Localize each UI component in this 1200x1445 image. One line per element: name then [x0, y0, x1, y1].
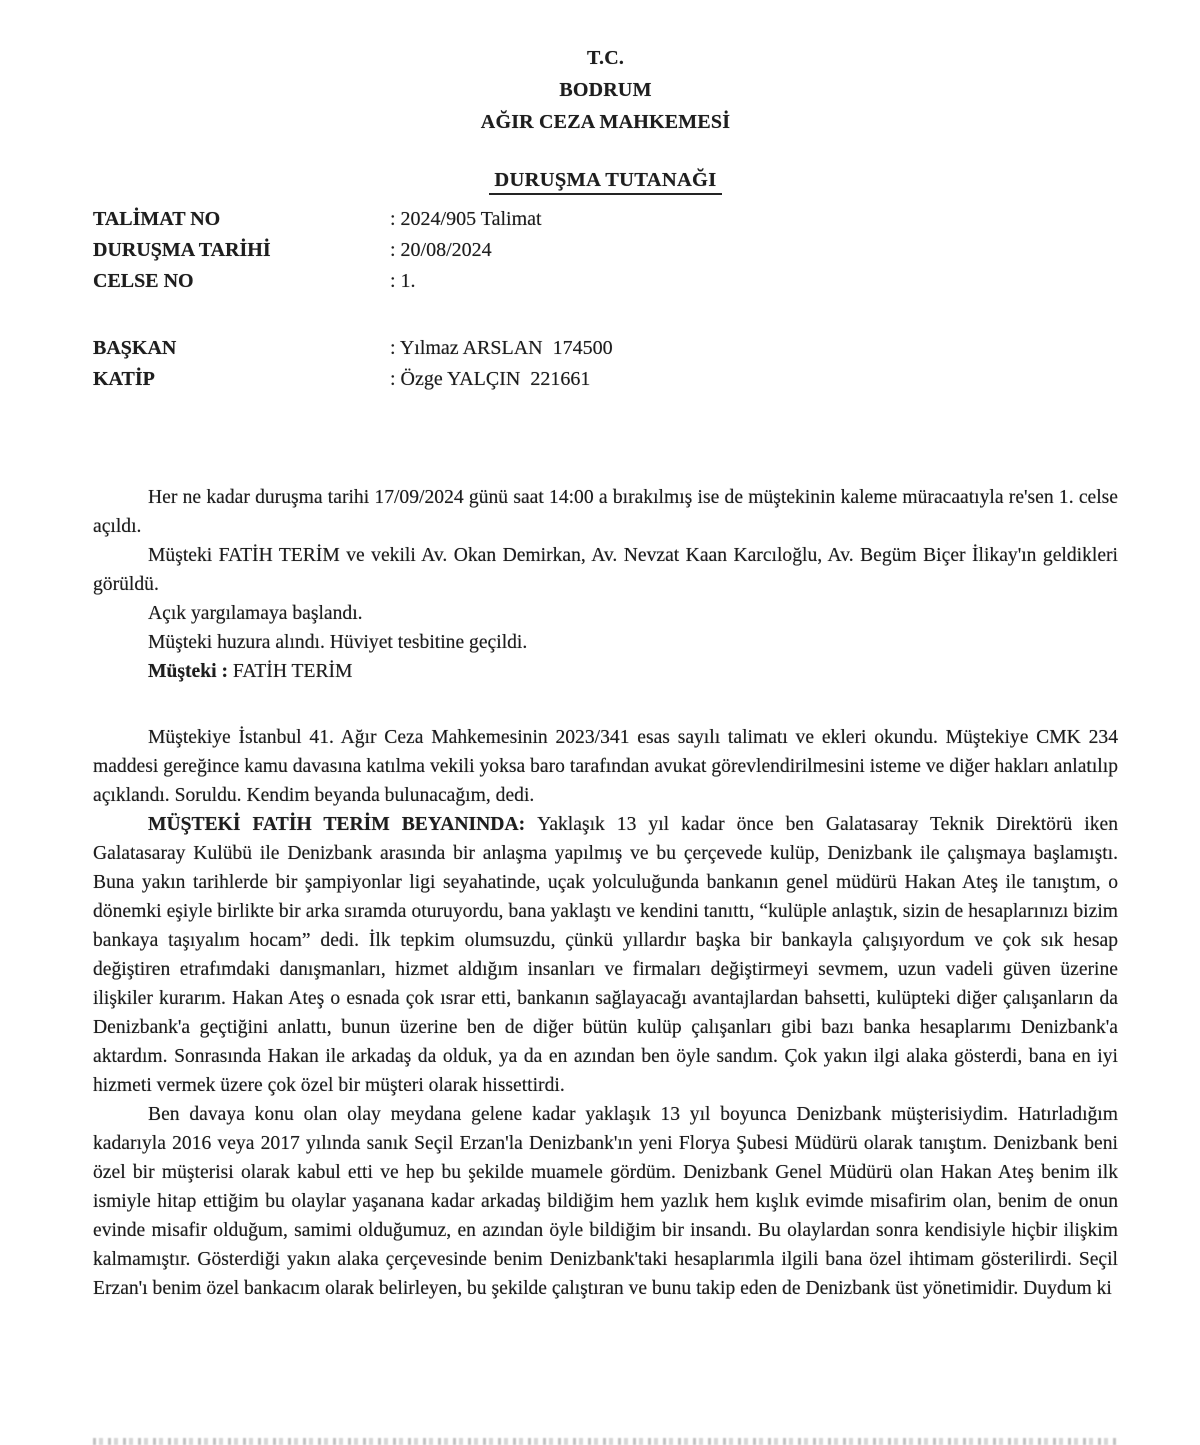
- paragraph-text: Yaklaşık 13 yıl kadar önce ben Galatasaray Teknik Direktörü iken Galatasaray Kulübü ile Denizbank arasında bir anlaşma yapılmış ve bu çerçevede kulüp, Denizbank ile çalışmaya başlamıştı. Buna yakın tarihlerde bir şampiyonlar ligi seyahatinde, uçak yolculuğunda bankanın genel müdürü Hakan Ateş ile tanıştım, o dönemki eşiyle birlikte bir arka sıramda oturuyordu, bana yaklaştı ve kendini tanıttı, “kulüple anlaştık, sizin de hesaplarınızı bizim bankaya taşıyalım hocam” dedi. İlk tepkim olumsuzdu, çünkü yıllardır başka bir bankayla çalışıyordum ve çok sık hesap değiştiren etrafımdaki danışmanları, hizmet aldığım insanları ve firmaları değiştirmeyi sevmem, uzun vadeli güven üzerine ilişkiler kurarım. Hakan Ateş o esnada çok ısrar etti, bankanın sağlayacağı avantajlardan bahsetti, kulüpteki diğer çalışanların da Denizbank'a geçtiğini anlattı, bunun üzerine ben de diğer bütün kulüp çalışanları gibi bazı banka hesaplarımı Denizbank'a aktardım. Sonrasında Hakan ile arkadaş da olduk, ya da en azından ben öyle sandım. Çok yakın ilgi alaka gösterdi, bana en iyi hizmeti vermek üzere çok özel bir müşteri olarak hissettirdi.: [93, 814, 1118, 1096]
- meta-label: TALİMAT NO: [93, 208, 221, 230]
- meta-row-talimat-no: [93, 204, 1118, 235]
- paragraph-text: Müştekiye İstanbul 41. Ağır Ceza Mahkemesinin 2023/341 esas sayılı talimatı ve ekleri okundu. Müştekiye CMK 234 maddesi gereğince kamu davasına katılma vekili yoksa baro tarafından avukat görevlendirilmesini isteme ve diğer hakları anlatılıp açıklandı. Soruldu. Kendim beyanda bulunacağım, dedi.: [93, 727, 1118, 806]
- paragraph-lead: MÜŞTEKİ FATİH TERİM BEYANINDA:: [148, 814, 538, 835]
- court-city-line: BODRUM: [559, 79, 652, 101]
- officials-block: [93, 333, 1118, 395]
- paragraph-opening: [93, 483, 1118, 541]
- court-header: [93, 42, 1118, 138]
- official-row-baskan: [93, 333, 1118, 364]
- page-bottom-cutoff-text: [93, 1438, 1118, 1445]
- paragraph-complainant-name: [93, 657, 1118, 686]
- paragraph-instruction-read: [93, 723, 1118, 810]
- paragraph-identity-check: [93, 628, 1118, 657]
- official-label: BAŞKAN: [93, 337, 177, 359]
- case-meta-block: [93, 204, 1118, 297]
- meta-row-durusma-tarihi: [93, 235, 1118, 266]
- paragraph-text: FATİH TERİM: [232, 661, 353, 682]
- meta-value: : 20/08/2024: [390, 239, 492, 261]
- meta-label: DURUŞMA TARİHİ: [93, 239, 271, 261]
- paragraph-statement-part1: [93, 810, 1118, 1100]
- official-value: : Özge YALÇIN 221661: [390, 368, 591, 390]
- meta-label: CELSE NO: [93, 270, 194, 292]
- official-value: : Yılmaz ARSLAN 174500: [390, 337, 613, 359]
- meta-row-celse-no: [93, 266, 1118, 297]
- paragraph-open-trial: [93, 599, 1118, 628]
- official-label: KATİP: [93, 368, 155, 390]
- paragraph-text: Her ne kadar duruşma tarihi 17/09/2024 günü saat 14:00 a bırakılmış ise de müştekinin kaleme müracaatıyla re'sen 1. celse açıldı.: [93, 487, 1118, 537]
- paragraph-text: Müşteki huzura alındı. Hüviyet tesbitine geçildi.: [148, 632, 528, 653]
- paragraph-text: Açık yargılamaya başlandı.: [148, 603, 363, 624]
- paragraph-text: Ben davaya konu olan olay meydana gelene kadar yaklaşık 13 yıl boyunca Denizbank müşterisiydim. Hatırladığım kadarıyla 2016 veya 2017 yılında sanık Seçil Erzan'la Denizbank'ın yeni Florya Şubesi Müdürü olarak tanıştım. Denizbank beni özel bir müşterisi olarak kabul etti ve hep bu şekilde muamele gördüm. Denizbank Genel Müdürü olan Hakan Ateş benim ilk ismiyle hitap ettiğim bu olaylar yaşanana kadar arkadaş bildiğim hem yazlık hem kışlık evimde misafirim olan, benim de onun evinde misafir olduğum, samimi olduğumuz, en azından öyle bildiğim bir insandı. Bu olaylardan sonra kendisiyle hiçbir ilişkim kalmamıştır. Gösterdiği yakın alaka çerçevesinde benim Denizbank'taki hesaplarımla ilgili bana özel ihtimam gösterilirdi. Seçil Erzan'ı benim özel bankacım olarak belirleyen, bu şekilde çalıştıran ve bunu takip eden de Denizbank üst yönetimidir. Duydum ki: [93, 1104, 1118, 1299]
- paragraph-statement-part2: [93, 1100, 1118, 1303]
- republic-line: T.C.: [586, 47, 625, 69]
- paragraph-text: Müşteki FATİH TERİM ve vekili Av. Okan Demirkan, Av. Nevzat Kaan Karcıloğlu, Av. Begüm Biçer İlikay'ın geldikleri görüldü.: [93, 545, 1118, 595]
- meta-value: : 2024/905 Talimat: [390, 208, 542, 230]
- hearing-minutes-body: [93, 483, 1118, 1303]
- document-title-text: DURUŞMA TUTANAĞI: [489, 169, 721, 195]
- official-row-katip: [93, 364, 1118, 395]
- document-title: [93, 169, 1118, 195]
- meta-value: : 1.: [390, 270, 416, 292]
- court-name-line: AĞIR CEZA MAHKEMESİ: [480, 111, 731, 133]
- paragraph-attendance: [93, 541, 1118, 599]
- paragraph-lead: Müşteki :: [148, 661, 233, 682]
